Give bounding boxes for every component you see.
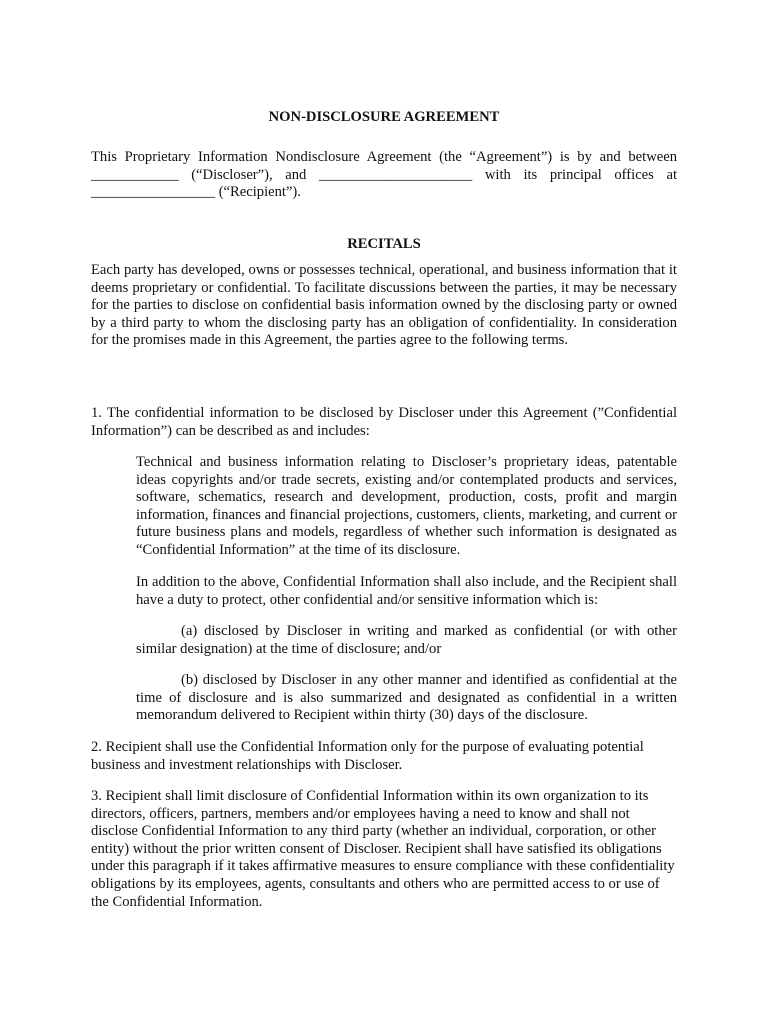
clause-1-detail-paragraph: Technical and business information relating to Discloser’s proprietary ideas, patentable ideas copyrights and/or trade secrets, existing and/or contemplated products and services, software, schematics, research and development, production, costs, profit and margin information, finances and financial projections, customers, clients, marketing, and current or future business plans and models, regardless of whether such information is designated as “Confidential Information” at the time of its disclosure. (136, 454, 677, 558)
clause-2-paragraph: 2. Recipient shall use the Confidential Information only for the purpose of evaluating potential business and investment relationships with Discloser. (91, 739, 644, 773)
clause-1-paragraph: 1. The confidential information to be disclosed by Discloser under this Agreement (”Confidential Information”) can be described as and includes: (91, 405, 677, 439)
document-title: NON-DISCLOSURE AGREEMENT (268, 109, 500, 125)
clause-1-a-paragraph: (a) disclosed by Discloser in writing and marked as confidential (or with other similar designation) at the time of disclosure; and/or (136, 623, 677, 657)
intro-paragraph: This Proprietary Information Nondisclosure Agreement (the “Agreement”) is by and between ____________ (“Discloser”), and _____________________ with its principal offices at _________________ (“Recipient”). (91, 149, 677, 201)
recitals-paragraph: Each party has developed, owns or possesses technical, operational, and business information that it deems proprietary or confidential. To facilitate discussions between the parties, it may be necessary for the parties to disclose on confidential basis information owned by the disclosing party or owned by a third party to whom the disclosing party has an obligation of confidentiality. In consideration for the promises made in this Agreement, the parties agree to the following terms. (91, 262, 677, 349)
clause-3-paragraph: 3. Recipient shall limit disclosure of Confidential Information within its own organization to its directors, officers, partners, members and/or employees having a need to know and shall not disclose Confidential Information to any third party (whether an individual, corporation, or other entity) without the prior written consent of Discloser. Recipient shall have satisfied its obligations under this paragraph if it takes affirmative measures to ensure compliance with these confidentiality obligations by its employees, agents, consultants and others who are permitted access to or use of the Confidential Information. (91, 788, 675, 910)
clause-1-b-paragraph: (b) disclosed by Discloser in any other manner and identified as confidential at the time of disclosure and is also summarized and designated as confidential in a written memorandum delivered to Recipient within thirty (30) days of the disclosure. (136, 672, 677, 724)
clause-1-addition-paragraph: In addition to the above, Confidential Information shall also include, and the Recipient shall have a duty to protect, other confidential and/or sensitive information which is: (136, 574, 677, 608)
recitals-heading: RECITALS (347, 236, 421, 252)
